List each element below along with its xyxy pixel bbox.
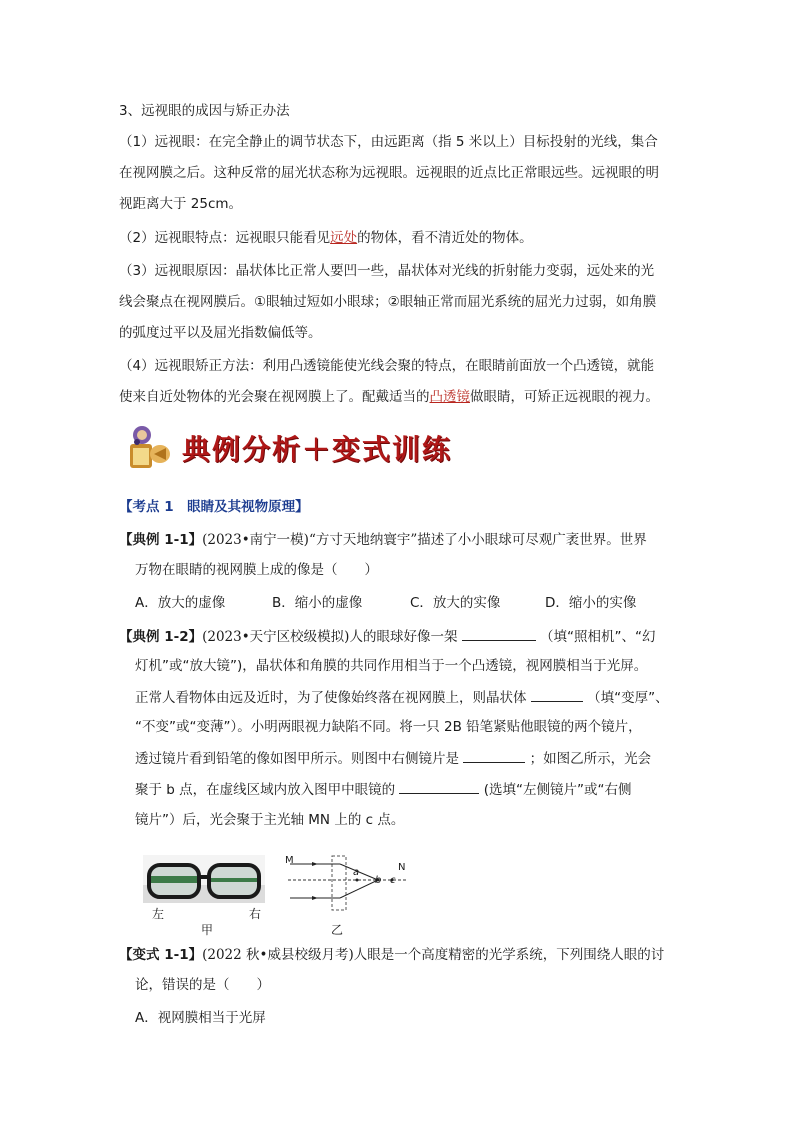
glasses-photo (143, 855, 265, 903)
question-line (119, 530, 647, 550)
question-line: 灯机”或“放大镜”)，晶状体和角膜的共同作用相当于一个凸透镜，视网膜相当于光屏。 (135, 658, 648, 674)
question-line (119, 945, 664, 965)
question-line: “不变”或“变薄”）。小明两眼视力缺陷不同。将一只 2B 铅笔紧贴他眼镜的两个镜片， (135, 719, 642, 735)
label-m: M (285, 855, 294, 866)
option-b: B．缩小的虚像 (272, 595, 363, 611)
option-d: D．缩小的实像 (545, 595, 637, 611)
question-line (135, 748, 651, 769)
highlight-keyword: 远处 (330, 230, 358, 246)
text: (2022 秋•威县校级月考)人眼是一个高度精密的光学系统，下列围绕人眼的讨 (202, 947, 665, 963)
question-tag: 【典例 1-1】 (119, 532, 203, 548)
question-line (135, 687, 669, 708)
text: 做眼睛，可矫正远视眼的视力。 (470, 389, 659, 405)
question-tag: 【典例 1-2】 (119, 629, 203, 645)
text: 正常人看物体由远及近时，为了使像始终落在视网膜上，则晶状体 (135, 690, 527, 706)
paragraph-line (119, 228, 533, 248)
highlight-keyword: 凸透镜 (429, 389, 470, 405)
text: (2023•天宁区校级模拟)人的眼球好像一架 (202, 629, 458, 645)
question-line (119, 626, 656, 647)
paragraph-line: 在视网膜之后。这种反常的屈光状态称为远视眼。远视眼的近点比正常眼远些。远视眼的明 (119, 165, 659, 181)
label-a: a (353, 867, 360, 878)
text: （填“变厚”、 (587, 690, 669, 706)
option-a: A．放大的虚像 (135, 595, 226, 611)
paragraph-line (119, 387, 659, 407)
text: 透过镜片看到铅笔的像如图甲所示。则图中右侧镜片是 (135, 751, 459, 767)
text: 的物体，看不清近处的物体。 (357, 230, 533, 246)
question-line: 论，错误的是（ ） (135, 977, 270, 993)
text: （填“照相机”、“幻 (540, 629, 656, 645)
answer-blank[interactable] (531, 687, 583, 702)
answer-blank[interactable] (462, 626, 536, 641)
label-b: b (375, 875, 382, 886)
section-banner (126, 424, 466, 470)
paragraph-line: （3）远视眼原因：晶状体比正常人要凹一些，晶状体对光线的折射能力变弱，远处来的光 (119, 263, 655, 279)
question-tag: 【变式 1-1】 (119, 947, 203, 963)
paragraph-line: （1）远视眼：在完全静止的调节状态下，由远距离（指 5 米以上）目标投射的光线，集合 (119, 134, 658, 150)
answer-blank[interactable] (463, 748, 525, 763)
text: 聚于 b 点，在虚线区域内放入图甲中眼镜的 (135, 782, 396, 798)
fig-caption-yi: 乙 (331, 923, 344, 937)
fig-caption-jia: 甲 (201, 923, 214, 937)
paragraph-line: 视距离大于 25cm。 (119, 196, 243, 212)
teacher-figure-icon (126, 424, 176, 470)
question-line (135, 779, 632, 800)
label-c: c (390, 875, 396, 886)
topic-heading: 【考点 1 眼睛及其视物原理】 (119, 499, 309, 515)
text: (选填“左侧镜片”或“右侧 (483, 782, 632, 798)
text: (2023•南宁一模)“方寸天地纳寰宇”描述了小小眼球可尽观广袤世界。世界 (202, 532, 647, 548)
section-heading: 3、远视眼的成因与矫正办法 (119, 103, 290, 119)
question-line: 镜片”）后，光会聚于主光轴 MN 上的 c 点。 (135, 812, 405, 828)
fig-label-right: 右 (249, 907, 262, 921)
text: ；如图乙所示，光会 (529, 751, 652, 767)
option-c: C．放大的实像 (410, 595, 501, 611)
fig-label-left: 左 (152, 907, 165, 921)
paragraph-line: 的弧度过平以及屈光指数偏低等。 (119, 325, 322, 341)
text: 使来自近处物体的光会聚在视网膜上了。配戴适当的 (119, 389, 430, 405)
answer-blank[interactable] (399, 779, 479, 794)
label-n: N (398, 862, 406, 873)
option-a: A．视网膜相当于光屏 (135, 1010, 266, 1026)
banner-title: 典例分析＋变式训练 (182, 433, 453, 466)
paragraph-line: （4）远视眼矫正方法：利用凸透镜能使光线会聚的特点，在眼睛前面放一个凸透镜，就能 (119, 358, 655, 374)
text: （2）远视眼特点：远视眼只能看见 (119, 230, 331, 246)
paragraph-line: 线会聚点在视网膜后。①眼轴过短如小眼球；②眼轴正常而屈光系统的屈光力过弱，如角膜 (119, 294, 657, 310)
question-line: 万物在眼睛的视网膜上成的像是（ ） (135, 562, 378, 578)
